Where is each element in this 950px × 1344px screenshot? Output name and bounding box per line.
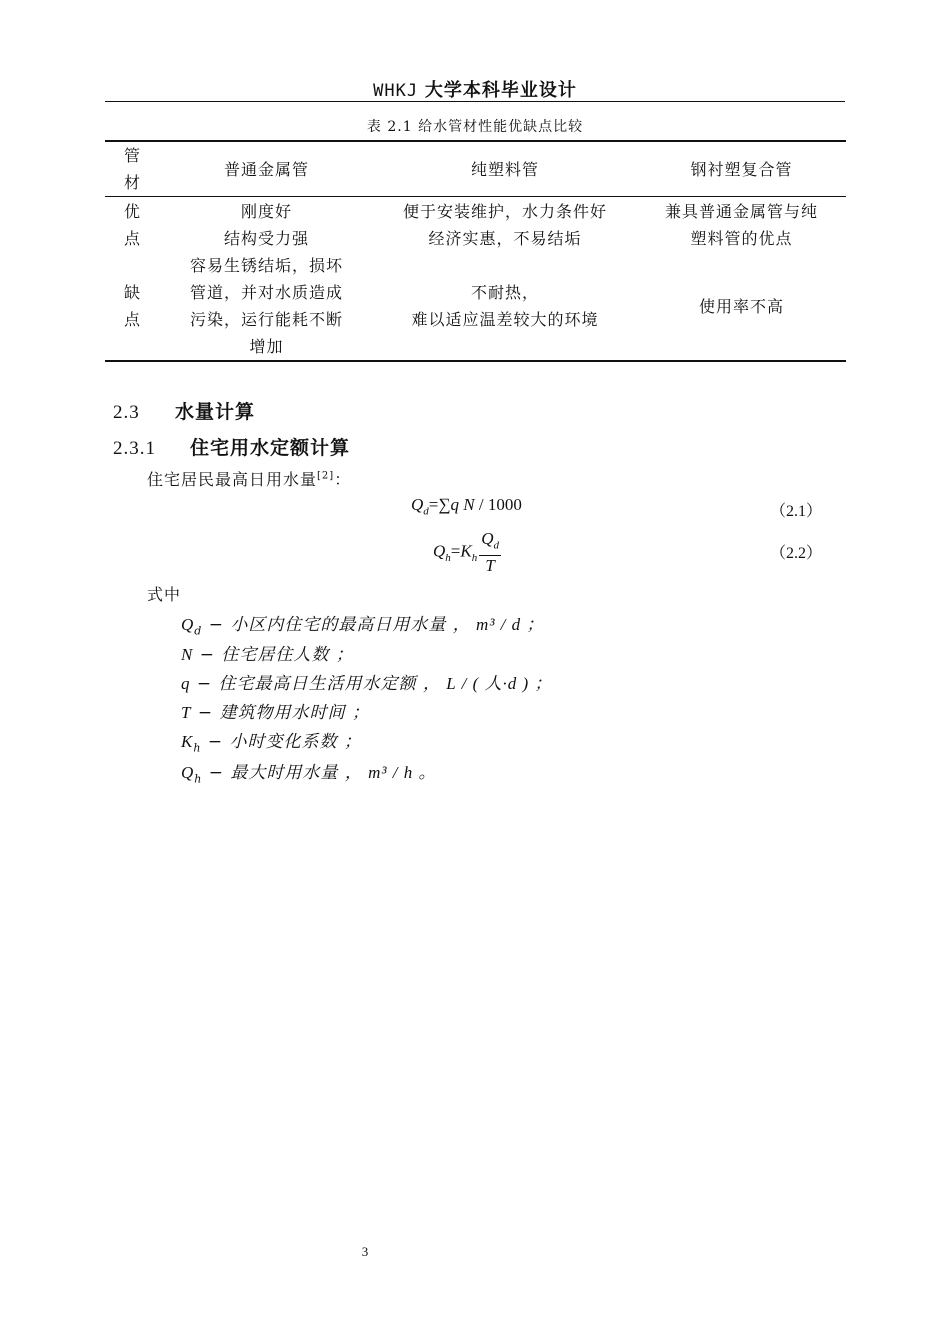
- subsection-heading: 2.3.1 住宅用水定额计算: [113, 437, 351, 459]
- table-cell: 容易生锈结垢，损坏 管道，并对水质造成 污染，运行能耗不断 增加: [160, 252, 373, 361]
- equation-number: （2.2）: [769, 545, 822, 562]
- table-cell: 便于安装维护，水力条件好 经济实惠，不易结垢: [402, 201, 607, 248]
- table-row-disadvantages: [105, 252, 846, 361]
- header-cell-metal: 普通金属管: [160, 141, 373, 197]
- running-header: [105, 76, 845, 102]
- where-label: 式中: [147, 585, 182, 604]
- equation-2-2: $Q_h=K_h$ $\frac{Q_d}{T}$: [433, 529, 499, 576]
- table-cell: 不耐热， 难以适应温差较大的环境: [373, 252, 637, 361]
- header-title: 大学本科毕业设计: [424, 80, 577, 101]
- equation-2-1: $Q_d=\sum q$ N / 1000: [411, 495, 522, 518]
- page-number: 3: [361, 1244, 369, 1259]
- definition-line: T − 建筑物用水时间 ；: [181, 703, 370, 723]
- definition-line: $Q_h$ − 最大时用水量 ， m³ / h 。: [181, 763, 437, 786]
- table-caption: 表 2.1 给水管材性能优缺点比较: [366, 119, 584, 135]
- definition-line: $K_h$ − 小时变化系数 ；: [181, 732, 362, 755]
- section-heading: 2.3 水量计算: [113, 401, 256, 423]
- citation-ref: [2]: [317, 470, 335, 482]
- table-cell: 刚度好 结构受力强: [223, 201, 309, 248]
- row-label-advantages: 优 点: [123, 202, 141, 248]
- table-row-advantages: [105, 197, 846, 253]
- table-cell: 使用率不高: [637, 252, 846, 361]
- definition-line: $Q_d$ − 小区内住宅的最高日用水量 ， m³ / d ；: [181, 615, 545, 638]
- header-cell-material: 管 材: [105, 141, 160, 197]
- intro-paragraph: 住宅居民最高日用水量[2]：: [147, 470, 352, 489]
- row-label-disadvantages: 缺 点: [105, 252, 160, 361]
- header-cell-plastic: 纯塑料管: [373, 141, 637, 197]
- header-rule: [105, 101, 845, 102]
- header-cell-composite: 钢衬塑复合管: [637, 141, 846, 197]
- comparison-table: [105, 140, 846, 362]
- definition-line: N − 住宅居住人数 ；: [181, 645, 354, 665]
- fraction: $\frac{Q_d}{T}$: [481, 529, 499, 576]
- table-cell: 兼具普通金属管与纯 塑料管的优点: [664, 201, 818, 248]
- table-header-row: [105, 141, 846, 197]
- equation-number: （2.1）: [769, 503, 822, 520]
- header-latin: WHKJ: [373, 81, 419, 101]
- definition-line: q − 住宅最高日生活用水定额 ， L / ( 人·d ) ；: [181, 674, 553, 694]
